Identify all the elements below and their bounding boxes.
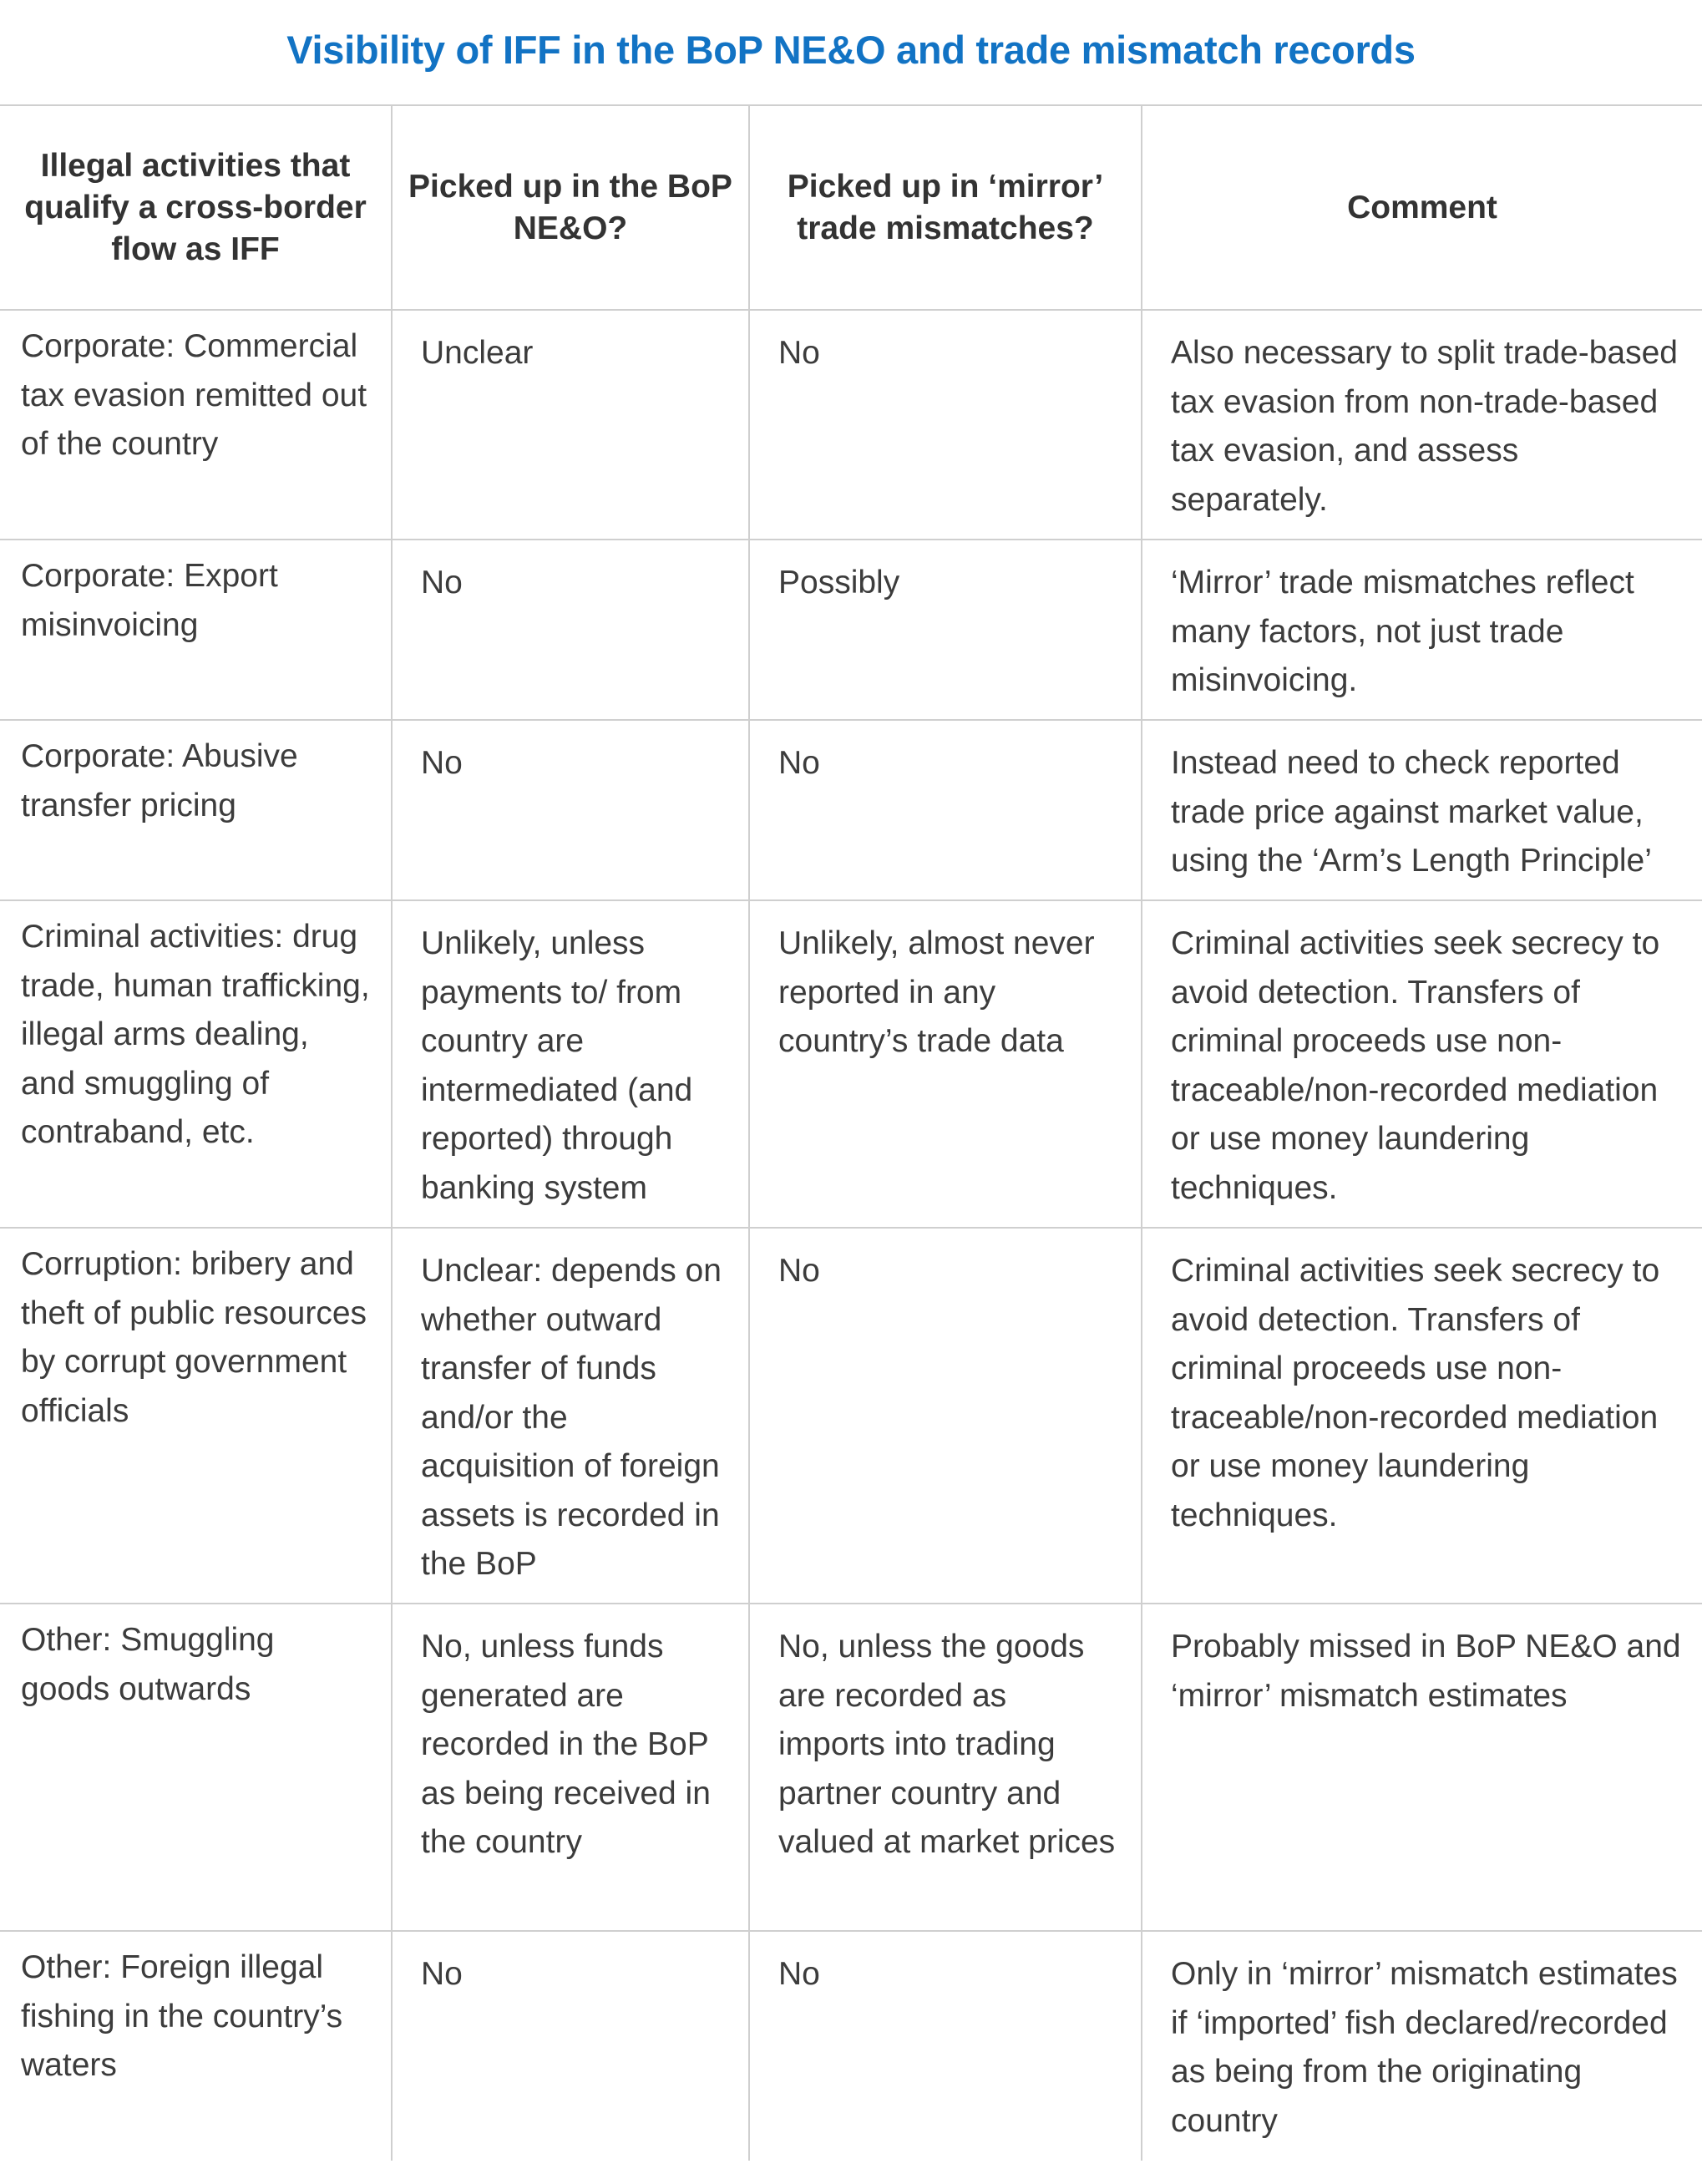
cell-bop: No (392, 1931, 749, 2161)
cell-mirror: No (749, 1931, 1142, 2161)
cell-mirror: Unlikely, almost never reported in any country’s trade data (749, 900, 1142, 1228)
cell-activity: Corruption: bribery and theft of public resources by corrupt government officials (0, 1228, 392, 1604)
table-row (0, 720, 1702, 900)
cell-activity: Corporate: Export misinvoicing (0, 540, 392, 720)
table-row (0, 1228, 1702, 1604)
cell-mirror: No (749, 1228, 1142, 1604)
cell-comment: Criminal activities seek secrecy to avoid detection. Transfers of criminal proceeds use non-traceable/non-recorded mediation or use money laundering techniques. (1142, 900, 1702, 1228)
table-row (0, 310, 1702, 540)
table-body (0, 310, 1702, 2161)
header-comment: Comment (1142, 105, 1702, 310)
header-illegal-activities: Illegal activities that qualify a cross-border flow as IFF (0, 105, 392, 310)
cell-bop: Unclear: depends on whether outward transfer of funds and/or the acquisition of foreign assets is recorded in the BoP (392, 1228, 749, 1604)
table-row (0, 1604, 1702, 1931)
header-mirror-trade: Picked up in ‘mirror’ trade mismatches? (749, 105, 1142, 310)
cell-bop: No (392, 540, 749, 720)
table-row (0, 540, 1702, 720)
cell-mirror: Possibly (749, 540, 1142, 720)
cell-bop: No (392, 720, 749, 900)
cell-bop: No, unless funds generated are recorded in the BoP as being received in the country (392, 1604, 749, 1931)
cell-comment: Probably missed in BoP NE&O and ‘mirror’ mismatch estimates (1142, 1604, 1702, 1931)
cell-activity: Other: Smuggling goods outwards (0, 1604, 392, 1931)
table-row (0, 900, 1702, 1228)
cell-mirror: No, unless the goods are recorded as imports into trading partner country and valued at market prices (749, 1604, 1142, 1931)
cell-mirror: No (749, 720, 1142, 900)
cell-mirror: No (749, 310, 1142, 540)
cell-bop: Unclear (392, 310, 749, 540)
table-header (0, 105, 1702, 310)
cell-comment: ‘Mirror’ trade mismatches reflect many factors, not just trade misinvoicing. (1142, 540, 1702, 720)
cell-comment: Also necessary to split trade-based tax evasion from non-trade-based tax evasion, and assess separately. (1142, 310, 1702, 540)
header-row (0, 105, 1702, 310)
header-bop-neo: Picked up in the BoP NE&O? (392, 105, 749, 310)
table-row (0, 1931, 1702, 2161)
iff-visibility-table (0, 104, 1702, 2161)
cell-bop: Unlikely, unless payments to/ from country are intermediated (and reported) through banking system (392, 900, 749, 1228)
cell-activity: Other: Foreign illegal fishing in the country’s waters (0, 1931, 392, 2161)
cell-activity: Corporate: Abusive transfer pricing (0, 720, 392, 900)
page-title: Visibility of IFF in the BoP NE&O and trade mismatch records (286, 28, 1416, 72)
cell-comment: Instead need to check reported trade price against market value, using the ‘Arm’s Length Principle’ (1142, 720, 1702, 900)
cell-activity: Criminal activities: drug trade, human trafficking, illegal arms dealing, and smuggling of contraband, etc. (0, 900, 392, 1228)
cell-comment: Only in ‘mirror’ mismatch estimates if ‘imported’ fish declared/recorded as being from the originating country (1142, 1931, 1702, 2161)
cell-comment: Criminal activities seek secrecy to avoid detection. Transfers of criminal proceeds use non-traceable/non-recorded mediation or use money laundering techniques. (1142, 1228, 1702, 1604)
cell-activity: Corporate: Commercial tax evasion remitted out of the country (0, 310, 392, 540)
